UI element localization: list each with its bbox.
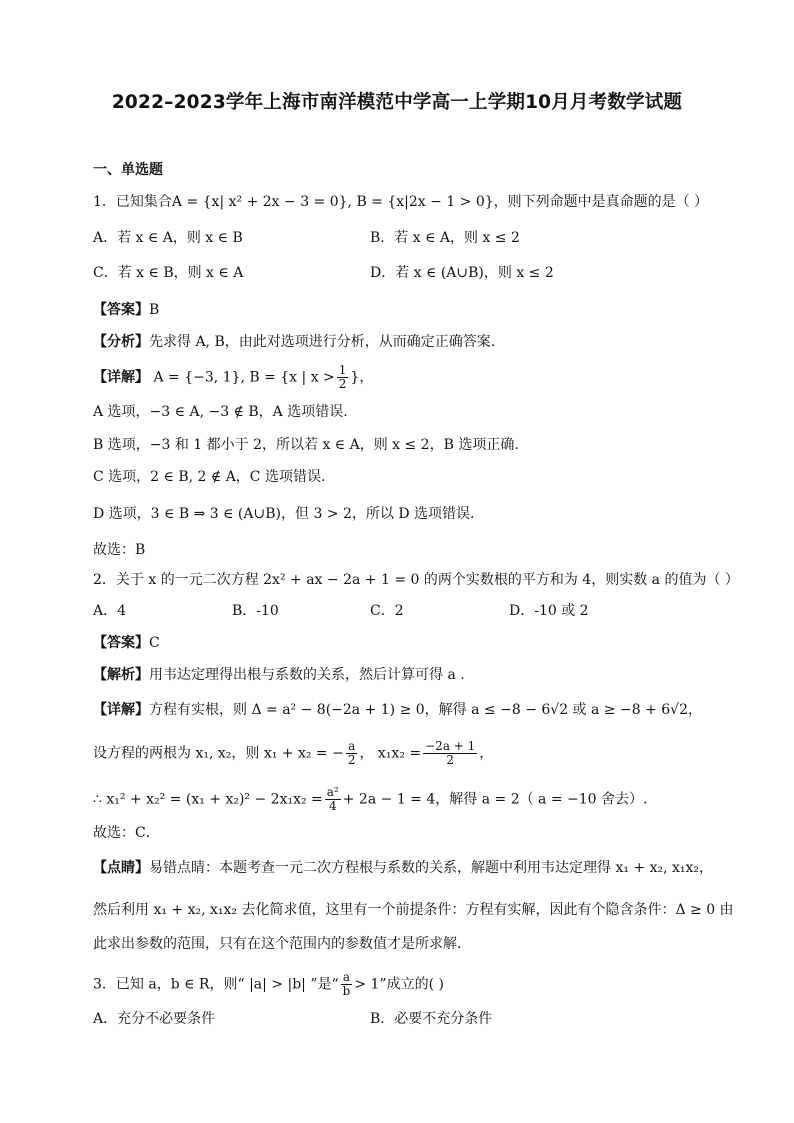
q1-line-b: B 选项，−3 和 1 都小于 2，所以若 x ∈ A，则 x ≤ 2，B 选项正确. [93, 437, 519, 453]
numerator: a [341, 971, 353, 985]
section-heading: 一、单选题 [93, 162, 163, 178]
q1-answer [93, 300, 159, 320]
denominator: 2 [446, 753, 455, 767]
answer-tag: 【答案】 [93, 635, 149, 651]
roots-mid: ， x₁x₂ = [359, 745, 422, 762]
page-title: 2022–2023学年上海市南洋模范中学高一上学期10月月考数学试题 [111, 92, 683, 113]
q3-option-b: B．必要不充分条件 [370, 1011, 493, 1027]
q1-line-a: A 选项，−3 ∈ A, −3 ∉ B，A 选项错误. [93, 404, 348, 420]
denominator: 4 [328, 799, 337, 813]
denominator: 2 [338, 377, 347, 391]
q2-stem: 2．关于 x 的一元二次方程 2x² + ax − 2a + 1 = 0 的两个实数根的平方和为 4，则实数 a 的值为（ ） [93, 572, 739, 588]
q1-option-d: D．若 x ∈ (A∪B)，则 x ≤ 2 [370, 265, 554, 281]
q2-option-a: A．4 [93, 603, 127, 619]
answer-value: C [149, 635, 160, 651]
q2-detail [93, 700, 702, 720]
q2-option-d: D．-10 或 2 [509, 603, 589, 619]
q1-analysis [93, 332, 495, 352]
note-text: 易错点睛：本题考查一元二次方程根与系数的关系，解题中利用韦达定理得 x₁ + x₂, x₁x₂， [149, 860, 714, 876]
answer-tag: 【答案】 [93, 302, 149, 318]
numerator: a [346, 740, 358, 754]
q1-option-b: B．若 x ∈ A，则 x ≤ 2 [370, 230, 520, 246]
q2-answer [93, 633, 160, 653]
q2-sum [93, 786, 647, 813]
detail-tag: 【详解】 [93, 702, 149, 718]
fraction [341, 971, 353, 998]
fraction [337, 364, 349, 391]
numerator: 1 [338, 363, 347, 377]
q2-choose: 故选：C． [93, 825, 160, 841]
sum-end: + 2a − 1 = 4，解得 a = 2（ a = −10 舍去）. [342, 791, 648, 808]
detail-text-end: }， [350, 369, 374, 386]
denominator: b [342, 984, 351, 998]
numerator: a² [326, 785, 339, 799]
fraction [325, 786, 341, 813]
q2-option-b: B．-10 [232, 603, 279, 619]
roots-end: ， [479, 745, 494, 762]
analysis-text: 用韦达定理得出根与系数的关系，然后计算可得 a . [149, 667, 465, 683]
sum-text: ∴ x₁² + x₂² = (x₁ + x₂)² − 2x₁x₂ = [93, 791, 323, 808]
q1-option-a: A．若 x ∈ A，则 x ∈ B [93, 230, 243, 246]
detail-text: A = {−3, 1}, B = {x | x > [153, 369, 335, 386]
analysis-tag: 【分析】 [93, 334, 149, 350]
q2-analysis [93, 665, 465, 685]
fraction [346, 740, 358, 767]
note-tag: 【点睛】 [93, 860, 149, 876]
q3-stem-text: 3．已知 a，b ∈ R，则“ |a| > |b| ”是“ [93, 976, 339, 993]
q2-note-2: 然后利用 x₁ + x₂, x₁x₂ 去化简求值，这里有一个前提条件：方程有实解，因此有个隐含条件：Δ ≥ 0 由 [93, 902, 734, 918]
analysis-tag: 【解析】 [93, 667, 149, 683]
fraction [423, 740, 477, 767]
q2-roots [93, 740, 493, 767]
q3-stem-end: > 1”成立的( ) [354, 976, 444, 993]
q1-line-d: D 选项，3 ∈ B ⇒ 3 ∈ (A∪B)，但 3 > 2，所以 D 选项错误. [93, 506, 475, 522]
detail-tag: 【详解】 [93, 369, 149, 386]
q2-note-1 [93, 858, 713, 878]
q1-option-c: C．若 x ∈ B，则 x ∈ A [93, 265, 244, 281]
q1-stem: 1．已知集合A = {x| x² + 2x − 3 = 0}, B = {x|2x − 1 > 0}，则下列命题中是真命题的是（ ） [93, 194, 709, 210]
denominator: 2 [347, 753, 356, 767]
answer-value: B [149, 302, 160, 318]
numerator: −2a + 1 [425, 739, 476, 753]
analysis-text: 先求得 A, B，由此对选项进行分析，从而确定正确答案. [149, 334, 496, 350]
q3-stem [93, 971, 444, 998]
q3-option-a: A．充分不必要条件 [93, 1011, 216, 1027]
roots-text: 设方程的两根为 x₁, x₂，则 x₁ + x₂ = − [93, 745, 344, 762]
q1-choose: 故选：B [93, 542, 146, 558]
q2-note-3: 此求出参数的范围，只有在这个范围内的参数值才是所求解． [93, 936, 471, 952]
q2-option-c: C．2 [370, 603, 404, 619]
q1-line-c: C 选项，2 ∈ B, 2 ∉ A，C 选项错误. [93, 469, 326, 485]
q1-detail [93, 364, 373, 391]
detail-text: 方程有实根，则 Δ = a² − 8(−2a + 1) ≥ 0，解得 a ≤ −8 − 6√2 或 a ≥ −8 + 6√2， [149, 702, 702, 718]
